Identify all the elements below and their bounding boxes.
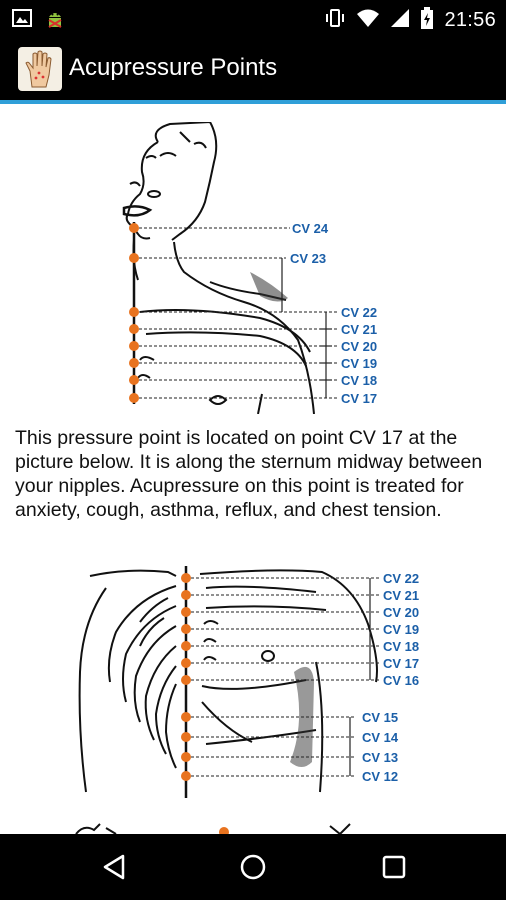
diagram-1-label: CV 19 bbox=[341, 356, 378, 371]
home-icon[interactable] bbox=[237, 851, 269, 883]
diagram-2-label: CV 19 bbox=[383, 622, 420, 637]
wifi-icon bbox=[356, 8, 380, 33]
diagram-partial-next bbox=[70, 816, 370, 834]
hand-acupressure-logo bbox=[18, 47, 62, 91]
app-bar bbox=[0, 38, 506, 100]
content-scroll-area[interactable] bbox=[0, 104, 506, 834]
diagram-2-label: CV 20 bbox=[383, 605, 420, 620]
app-title: Acupressure Points bbox=[69, 54, 278, 81]
diagram-1-label: CV 18 bbox=[341, 373, 378, 388]
signal-icon bbox=[390, 8, 410, 33]
diagram-2-label: CV 14 bbox=[362, 730, 399, 745]
diagram-head-neck bbox=[110, 122, 400, 414]
diagram-2-label: CV 17 bbox=[383, 656, 420, 671]
navigation-bar bbox=[0, 834, 506, 900]
status-bar bbox=[0, 0, 506, 38]
diagram-1-label: CV 22 bbox=[341, 305, 378, 320]
battery-charging-icon bbox=[420, 7, 434, 34]
diagram-1-label: CV 17 bbox=[341, 391, 378, 406]
status-time: 21:56 bbox=[444, 9, 496, 31]
diagram-1-label: CV 21 bbox=[341, 322, 378, 337]
diagram-2-label: CV 18 bbox=[383, 639, 420, 654]
diagram-2-label: CV 12 bbox=[362, 769, 399, 784]
android-debug-icon bbox=[44, 8, 66, 35]
diagram-rib-cage bbox=[76, 562, 436, 804]
image-icon bbox=[12, 8, 32, 35]
diagram-2-label: CV 16 bbox=[383, 673, 420, 688]
diagram-2-label: CV 13 bbox=[362, 750, 399, 765]
diagram-2-label: CV 15 bbox=[362, 710, 399, 725]
diagram-1-label: CV 20 bbox=[341, 339, 378, 354]
back-icon[interactable] bbox=[98, 851, 130, 883]
diagram-1-label: CV 23 bbox=[290, 251, 327, 266]
diagram-1-label: CV 24 bbox=[292, 221, 329, 236]
diagram-2-label: CV 22 bbox=[383, 571, 420, 586]
diagram-2-label: CV 21 bbox=[383, 588, 420, 603]
point-description: This pressure point is located on point CV 17 at the picture below. It is along the sternum midway between your nipples. Acupressure on this point is treated for anxiety, cough, asthma, reflux, and chest tension. bbox=[15, 427, 483, 521]
recents-icon[interactable] bbox=[378, 851, 410, 883]
vibrate-icon bbox=[324, 8, 346, 33]
